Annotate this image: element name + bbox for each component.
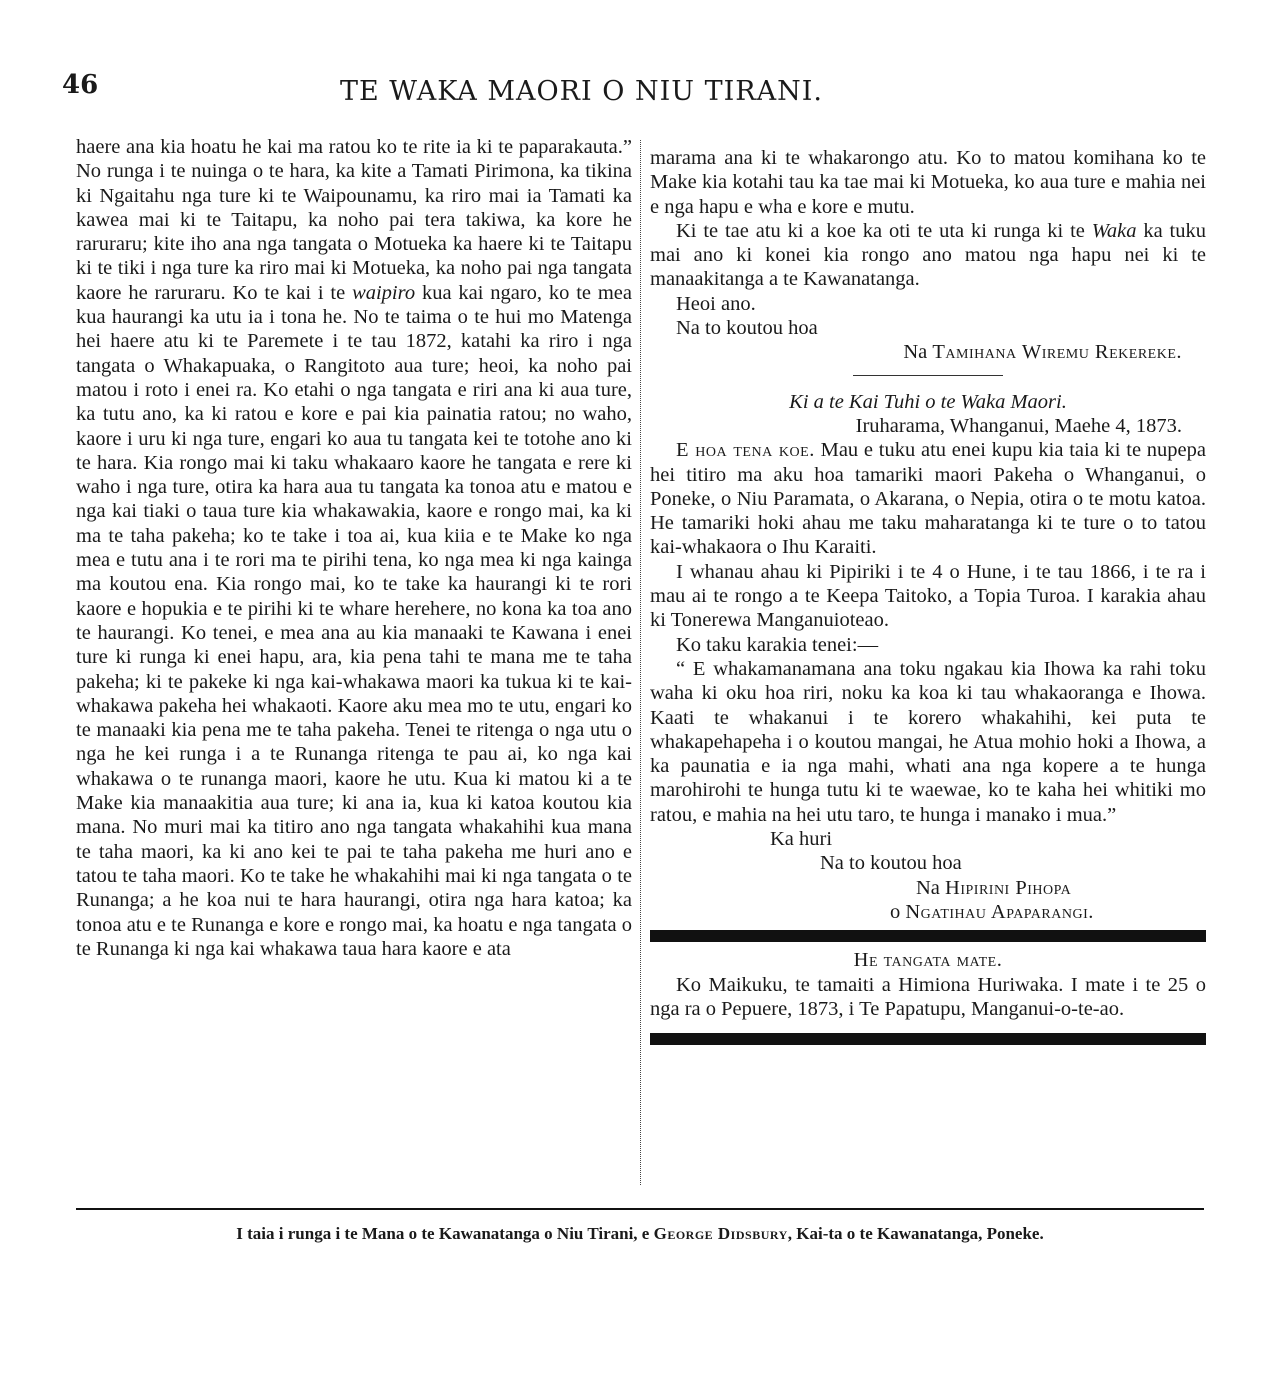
letter-paragraph: marama ana ki te whakarongo atu. Ko to matou komihana ko te Make kia kotahi tau ka tae mai ki Motueka, ko aua ture e mahia nei e nga hapu e wha e kore e mutu. [650, 147, 1206, 218]
letter-paragraph: Ko taku karakia tenei:— [676, 633, 879, 656]
column-divider [640, 140, 641, 1185]
right-column [650, 146, 1206, 1051]
letter-heoi: Heoi ano. [676, 292, 756, 315]
italic-word: waipiro [352, 281, 416, 304]
letter-paragraph: I whanau ahau ki Pipiriki i te 4 o Hune, i te tau 1866, i te ra i mau ai te rongo a te Keepa Taitoko, a Topia Turoa. I karakia ahau ki Tonerewa Manganuioteao. [650, 560, 1206, 632]
letter-dateline: Iruharama, Whanganui, Maehe 4, 1873. [855, 414, 1182, 437]
signature-prefix: Na [903, 341, 933, 364]
printer-name: George Didsbury [653, 1224, 788, 1243]
letter-heading: Ki a te Kai Tuhi o te Waka Maori. [789, 390, 1067, 413]
paragraph-text: ka tuku mai ano ki konei kia rongo ano matou nga hapu nei ki te manaakitanga a te Kawanatanga. [650, 219, 1206, 291]
letter-signature [650, 876, 1206, 900]
section-rule [650, 930, 1206, 942]
signature-name: Ngatihau Apaparangi. [905, 900, 1094, 923]
section-rule [853, 375, 1003, 376]
letter-signature [650, 340, 1206, 364]
paragraph-text: haere ana kia hoatu he kai ma ratou ko te rite ia ki te paparakauta.” No runga i te nuinga o te hara, ka kite a Tamati Pirimona, ka tikina ki Ngaitahu nga ture ki te Waipounamu, ka riro mai ia Tamati ka kawea mai ki te Taitapu, ka noho pai tera takiwa, ka kore he raruraru; kite iho ana nga tangata o Motueka ka haere ki te Taitapu ki te tiki i nga ture ka riro mai ki Motueka, ka noho pai nga tangata kaore he raruraru. Ko te kai i te [76, 136, 632, 304]
continued-letter-paragraph [76, 135, 632, 961]
imprint-text: I taia i runga i te Mana o te Kawanatanga o Niu Tirani, e [236, 1224, 654, 1243]
death-notice-heading: He tangata mate. [853, 949, 1003, 972]
paragraph-text: Ki te tae atu ki a koe ka oti te uta ki runga ki te [676, 219, 1092, 242]
left-column [76, 135, 632, 961]
letter-closing: Na to koutou hoa [820, 852, 962, 875]
printer-imprint [76, 1224, 1204, 1244]
imprint-text: , Kai-ta o te Kawanatanga, Poneke. [787, 1224, 1044, 1243]
letter-ka-huri: Ka huri [770, 828, 833, 851]
signature-prefix: o [890, 900, 906, 923]
italic-word: Waka [1091, 219, 1137, 242]
signature-prefix: Na [916, 876, 946, 899]
footer-rule [76, 1208, 1204, 1210]
letter-paragraph [650, 219, 1206, 292]
masthead-title: TE WAKA MAORI O NIU TIRANI. [340, 76, 823, 107]
death-notice-text: Ko Maikuku, te tamaiti a Himiona Huriwaka. I mate i te 25 o nga ra o Pepuere, 1873, i Te Papatupu, Manganui-o-te-ao. [650, 973, 1206, 1020]
signature-name: Tamihana Wiremu Rekereke. [932, 341, 1182, 364]
paragraph-text: Mau e tuku atu enei kupu kia taia ki te nupepa hei titiro ma aku hoa tamariki maori Pakeha o Whanganui, o Poneke, o Niu Paramata, o Akarana, o Nepia, otira o te motu katoa. He tamariki hoki ahau me taku maharatanga ki te ture o to tatou kai-whakaora o Ihu Karaiti. [650, 439, 1206, 559]
signature-name: Hipirini Pihopa [945, 876, 1072, 899]
paragraph-text: kua kai ngaro, ko te mea kua haurangi ka utu ia i tona he. No te taima o te hui mo Matenga hei haere atu ki te Paremete i te tau 1872, katahi ka riro i nga tangata o Whakapuaka, o Rangitoto aua ture; heoi, ka noho pai matou i roto i enei ra. Ko etahi o nga tangata e riri ana ki aua ture, ka tutu ano, ka ki ratou e kore e pai kia painatia ratou; no waho, kaore i uru ki nga ture, engari ko aua tu tangata kei te totohe ano ki te hara. Kia rongo mai ki taku whakaaro kaore he tangata e rere ki waho i nga ture, otira ka hara aua tu tangata ka tonoa atu e matou e nga kai tiaki o taua ture kia whakawakia, kaore e rongo mai, ka ki ma te taha pakeha; ko te take i toa ai, kua kiia e te Make ko nga mea e tutu ana i te rori ma te pirihi tena, ko nga mea ki nga kainga ma koutou ena. Kia rongo mai, ko te take ka haurangi ki te rori kaore e hopukia e te pirihi ki te whare herehere, no kona ka toa ano te haurangi. Ko tenei, e mea ana au kia manaaki te Kawana i enei ture ki runga ki enei hapu, ara, kia pena tahi te mana me te taha pakeha; ki te pakeke ki nga kai-whakawa maori ka tukua ki te kai-whakawa pakeha hei whakaoti. Kaore aku mea mo te utu, engari ko te manaaki kia pena me te taha pakeha. Tenei te ritenga o nga utu o nga he kei runga i a te Runanga ritenga te pau ai, ko nga kai whakawa o te runanga maori, kaore he utu. Kua ki matou ki a te Make kia manaakitia aua ture; ki ana ia, kua ki katoa koutou kia mana. No muri mai ka titiro ano nga tangata whakahihi kua mana te taha maori, ka ki ano kei te pai te taha pakeha me huri ano e tatou te taha maori. Ko te take he whakahihi mai ki nga tangata o te Runanga; a he koa nui te hara haurangi, otira nga hara katoa; ka tonoa atu e te Runanga e kore e rongo mai, ka hoatu e nga tangata o te Runanga ki nga kai whakawa taua hara kaore e ata [76, 281, 632, 960]
letter-closing: Na to koutou hoa [676, 317, 818, 340]
letter-signature [650, 900, 1206, 924]
page-number: 46 [62, 70, 99, 100]
section-rule [650, 1033, 1206, 1045]
salutation: E hoa tena koe. [676, 439, 815, 462]
letter-paragraph [650, 438, 1206, 559]
prayer-quote: “ E whakamanamana ana toku ngakau kia Ihowa ka rahi toku waha ki oku hoa riri, noku ka koa ki tau whakaoranga e Ihowa. Kaati te whakanui i te korero whakahihi, kei puta te whakapehapeha i o koutou mangai, he Atua mohio hoki a Ihowa, a ka paunatia e ia nga mahi, whati ana nga kopere a te hunga marohirohi te hunga tutu ki te waewae, ko te kaha hei whitiki mo ratou, e mahia na hei utu taro, te hunga i manako i mua.” [650, 657, 1206, 826]
